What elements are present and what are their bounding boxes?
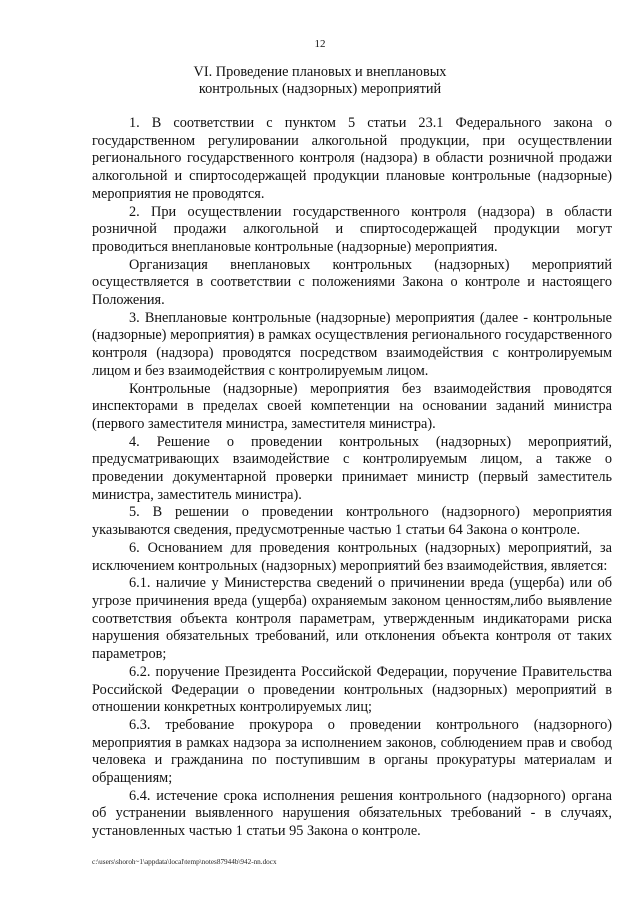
subparagraph-6-2: 6.2. поручение Президента Российской Федерации, поручение Правительства Российской Федерации о проведении контрольных (надзорных) мероприятий в отношении конкретных контролируемых лиц; xyxy=(92,663,612,716)
subparagraph-6-1: 6.1. наличие у Министерства сведений о причинении вреда (ущерба) или об угрозе причинения вреда (ущерба) охраняемым законом ценностям,либо выявление соответствия объекта контроля параметрам, утвержденным индикаторами риска нарушения обязательных требований, или отклонения объекта контроля от таких параметров; xyxy=(92,575,612,663)
paragraph-6: 6. Основанием для проведения контрольных (надзорных) мероприятий, за исключением контрольных (надзорных) мероприятий без взаимодействия, является: xyxy=(92,539,612,574)
paragraph-5: 5. В решении о проведении контрольного (надзорного) мероприятия указываются сведения, предусмотренные частью 1 статьи 64 Закона о контроле. xyxy=(92,504,612,539)
document-body xyxy=(92,115,612,841)
section-heading xyxy=(0,64,640,98)
paragraph-3-continued: Контрольные (надзорные) мероприятия без взаимодействия проводятся инспекторами в пределах своей компетенции на основании заданий министра (первого заместителя министра, заместителя министра). xyxy=(92,380,612,432)
paragraph-3: 3. Внеплановые контрольные (надзорные) мероприятия (далее - контрольные (надзорные) мероприятия) в рамках осуществления регионального государственного контроля (надзора) проводятся посредством взаимодействия с контролируемым лицом и без взаимодействия с контролируемым лицом. xyxy=(92,309,612,379)
paragraph-4: 4. Решение о проведении контрольных (надзорных) мероприятий, предусматривающих взаимодействие с контролируемым лицом, а также о проведении документарной проверки принимает министр (первый заместитель министра, заместитель министра). xyxy=(92,433,612,503)
section-heading-line-2: контрольных (надзорных) мероприятий xyxy=(198,81,442,97)
subparagraph-6-4: 6.4. истечение срока исполнения решения контрольного (надзорного) органа об устранении выявленного нарушения обязательных требований - в случаях, установленных частью 1 статьи 95 Закона о контроле. xyxy=(92,787,612,840)
paragraph-2: 2. При осуществлении государственного контроля (надзора) в области розничной продажи алкогольной и спиртосодержащей продукции могут проводиться внеплановые контрольные (надзорные) мероприятия. xyxy=(92,203,612,255)
section-heading-line-1: VI. Проведение плановых и внеплановых xyxy=(193,64,447,80)
paragraph-2-continued: Организация внеплановых контрольных (надзорных) мероприятий осуществляется в соответствии с положениями Закона о контроле и настоящего Положения. xyxy=(92,256,612,309)
page-number: 12 xyxy=(314,38,326,50)
subparagraph-6-3: 6.3. требование прокурора о проведении контрольного (надзорного) мероприятия в рамках надзора за исполнением законов, соблюдением прав и свобод человека и гражданина по поступившим в органы прокуратуры материалам и обращениям; xyxy=(92,716,612,787)
footer-file-path: c:\users\shoroh~1\appdata\local\temp\notes87944b\942-nn.docx xyxy=(92,858,277,866)
paragraph-1: 1. В соответствии с пунктом 5 статьи 23.1 Федерального закона о государственном регулировании алкогольной продукции, при осуществлении регионального государственного контроля (надзора) в области розничной продажи алкогольной и спиртосодержащей продукции плановые контрольные (надзорные) мероприятия не проводятся. xyxy=(92,115,612,202)
